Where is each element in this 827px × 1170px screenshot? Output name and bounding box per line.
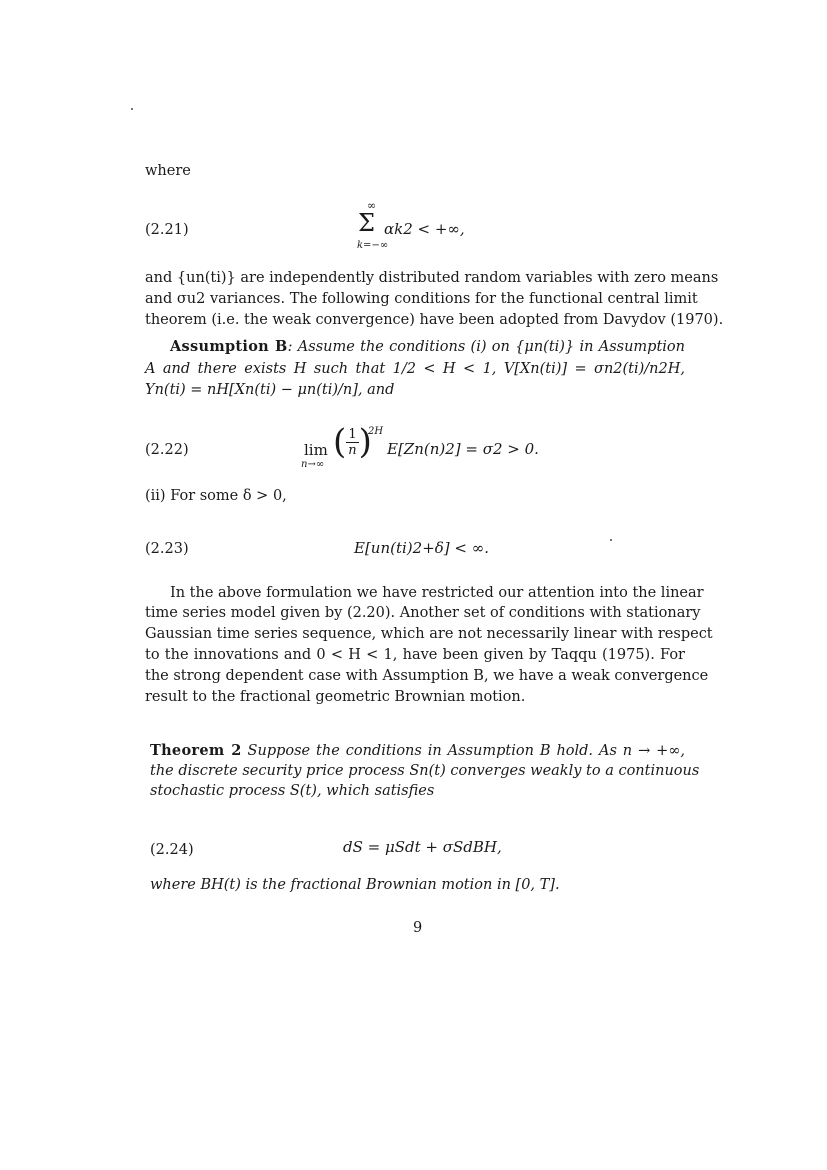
sum-upper-limit: ∞ — [367, 199, 377, 212]
paragraph-line: result to the fractional geometric Brownian motion. — [145, 689, 526, 705]
theorem-line: the discrete security price process Sn(t) converges weakly to a continuous — [150, 763, 700, 779]
fraction-denominator: n — [348, 442, 357, 458]
fraction-group: ( $\frac{1}{n}$ ) — [333, 422, 372, 462]
equation-number: (2.22) — [145, 442, 189, 458]
paragraph-line: time series model given by (2.20). Another set of conditions with stationary — [145, 605, 701, 621]
assumption-text: : Assume the conditions (i) on {μn(ti)} in Assumption — [287, 339, 685, 355]
where-label: where — [145, 163, 191, 179]
theorem-heading: Theorem 2 — [150, 742, 242, 759]
assumption-first-line — [170, 337, 685, 357]
fraction-numerator: 1 — [346, 427, 358, 443]
assumption-heading: Assumption B — [170, 338, 288, 355]
page-speck-right — [610, 539, 612, 541]
page-speck-top — [131, 108, 133, 110]
paragraph-line: theorem (i.e. the weak convergence) have been adopted from Davydov (1970). — [145, 312, 724, 328]
paragraph-line: the strong dependent case with Assumption B, we have a weak convergence — [145, 668, 709, 684]
limit-operator: lim — [304, 441, 328, 459]
equation-number: (2.23) — [145, 541, 189, 557]
theorem-line: stochastic process S(t), which satisfies — [150, 783, 435, 799]
condition-ii: (ii) For some δ > 0, — [145, 488, 287, 504]
equation-body: dS = μSdt + σSdBH, — [343, 838, 502, 856]
assumption-line: Yn(ti) = nH[Xn(ti) − μn(ti)/n], and — [145, 382, 395, 398]
equation-body: αk2 < +∞, — [384, 220, 465, 238]
paragraph-line: Gaussian time series sequence, which are not necessarily linear with respect — [145, 626, 713, 642]
equation-number: (2.24) — [150, 842, 194, 858]
limit-subscript: n→∞ — [301, 459, 325, 470]
sum-symbol: Σ — [358, 209, 375, 237]
theorem-first-line — [150, 741, 685, 761]
equation-body: E[un(ti)2+δ] < ∞. — [354, 539, 490, 557]
theorem-text: Suppose the conditions in Assumption B hold. As n → +∞, — [241, 743, 686, 759]
paragraph-line: and {un(ti)} are independently distributed random variables with zero means — [145, 270, 719, 286]
where-bh-line: where BH(t) is the fractional Brownian motion in [0, T]. — [150, 877, 560, 893]
paragraph-line: and σu2 variances. The following conditions for the functional central limit — [145, 291, 698, 307]
page-number: 9 — [413, 920, 423, 936]
paragraph-line: In the above formulation we have restricted our attention into the linear — [170, 585, 704, 601]
paragraph-line: to the innovations and 0 < H < 1, have been given by Taqqu (1975). For — [145, 647, 685, 663]
exponent: 2H — [368, 426, 384, 437]
equation-body: E[Zn(n)2] = σ2 > 0. — [387, 440, 539, 458]
equation-number: (2.21) — [145, 222, 189, 238]
assumption-line: A and there exists H such that 1/2 < H < 1, V[Xn(ti)] = σn2(ti)/n2H, — [145, 361, 685, 377]
sum-lower-limit: k=−∞ — [357, 240, 389, 251]
